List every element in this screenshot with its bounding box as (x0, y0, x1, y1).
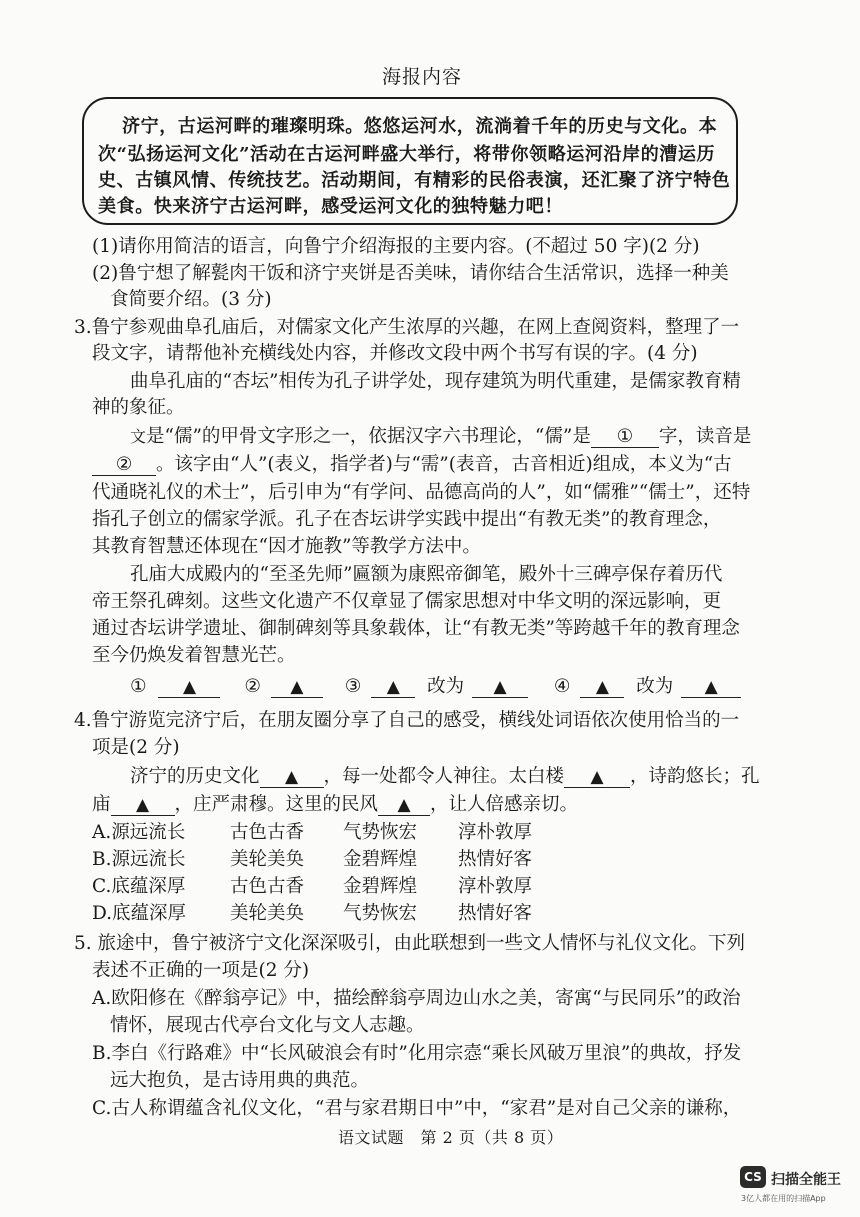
poster-heading: 海报内容 (382, 66, 463, 88)
answer-blank-2[interactable]: ▲ (271, 678, 323, 698)
q5-option-a[interactable]: A.欧阳修在《醉翁亭记》中，描绘醉翁亭周边山水之美，寄寓“与民同乐”的政治 (92, 988, 741, 1009)
question-5-stem-cont: 表述不正确的一项是(2 分) (92, 960, 310, 981)
q3-paragraph-1: 曲阜孔庙的“杏坛”相传为孔子讲学处，现存建筑为明代重建，是儒家教育精 (130, 371, 741, 392)
q3-paragraph-2-line: 其教育智慧还体现在“因才施教”等教学方法中。 (92, 536, 481, 557)
question-3-stem-cont: 段文字，请帮他补充横线处内容，并修改文段中两个书写有误的字。(4 分) (92, 343, 698, 364)
poster-line: 美食。快来济宁古运河畔，感受运河文化的独特魅力吧！ (98, 196, 563, 217)
page-footer: 语文试题 第 2 页（共 8 页） (338, 1128, 564, 1147)
q5-option-a-cont: 情怀，展现古代亭台文化与文人志趣。 (110, 1015, 425, 1036)
answer-blank-4[interactable]: ▲ (580, 678, 624, 698)
q3-paragraph-1: 神的象征。 (92, 397, 185, 418)
q3-paragraph-2-line: ② 。该字由“人”(表义，指学者)与“需”(表音，古音相近)组成，本义为“古 (92, 450, 732, 476)
blank-2[interactable]: ② (92, 455, 156, 476)
poster-line: 史、古镇风情、传统技艺。活动期间，有精彩的民俗表演，还汇聚了济宁特色 (98, 170, 731, 191)
q4-blank-3[interactable]: ▲ (111, 796, 175, 816)
q5-option-b-cont: 远大抱负，是古诗用典的典范。 (110, 1070, 370, 1091)
camscanner-logo-icon: CS (740, 1166, 766, 1188)
q4-blank-1[interactable]: ▲ (260, 768, 324, 788)
scanner-brand-name: 扫描全能王 (771, 1172, 841, 1188)
q4-blank-2[interactable]: ▲ (564, 768, 630, 788)
poster-line: 次“弘扬运河文化”活动在古运河畔盛大举行，将带你领略运河沿岸的漕运历 (98, 144, 716, 165)
subquestion-2-cont: 食简要介绍。(3 分) (110, 289, 272, 310)
q5-option-b[interactable]: B.李白《行路难》中“长风破浪会有时”化用宗悫“乘长风破万里浪”的典故，抒发 (92, 1043, 742, 1064)
question-4-stem: 4.鲁宁游览完济宁后，在朋友圈分享了自己的感受，横线处词语依次使用恰当的一 (74, 710, 740, 731)
q4-passage-line: 济宁的历史文化 ▲ ，每一处都令人神往。太白楼 ▲ ，诗韵悠长；孔 (130, 766, 760, 787)
q4-blank-4[interactable]: ▲ (378, 796, 430, 816)
subquestion-1: (1)请你用简洁的语言，向鲁宁介绍海报的主要内容。(不超过 50 字)(2 分) (92, 236, 700, 257)
q4-passage-line: 庙 ▲ ，庄严肃穆。这里的民风 ▲ ，让人倍感亲切。 (92, 794, 579, 815)
answer-blank-1[interactable]: ▲ (158, 678, 220, 698)
q3-paragraph-3-line: 至今仍焕发着智慧光芒。 (92, 645, 296, 666)
q5-option-c[interactable]: C.古人称谓蕴含礼仪文化，“君与家君期日中”中，“家君”是对自己父亲的谦称， (92, 1098, 742, 1119)
q3-answer-row: ① ▲ ② ▲ ③ ▲ 改为 ▲ ④ ▲ 改为 ▲ (130, 672, 741, 698)
q3-paragraph-2-line: ⽂是“儒”的甲骨文字形之一，依据汉字六书理论，“儒”是 ① 字，读音是 (130, 426, 752, 447)
question-5-stem: 5. 旅途中，鲁宁被济宁文化深深吸引，由此联想到一些文人情怀与礼仪文化。下列 (74, 933, 746, 954)
q3-paragraph-3-line: 帝王祭孔碑刻。这些文化遗产不仅章显了儒家思想对中华文明的深远影响，更 (92, 591, 722, 612)
question-4-stem-cont: 项是(2 分) (92, 737, 180, 758)
answer-blank-3[interactable]: ▲ (371, 678, 415, 698)
oracle-glyph-icon: ⽂ (130, 427, 147, 446)
q3-paragraph-2-line: 指孔子创立的儒家学派。孔子在杏坛讲学实践中提出“有教无类”的教育理念， (92, 509, 722, 530)
subquestion-2: (2)鲁宁想了解甏肉干饭和济宁夹饼是否美味，请你结合生活常识，选择一种美 (92, 263, 729, 284)
poster-line: 济宁，古运河畔的璀璨明珠。悠悠运河水，流淌着千年的历史与文化。本 (122, 116, 718, 137)
q3-paragraph-3-line: 通过杏坛讲学遗址、御制碑刻等具象载体，让“有教无类”等跨越千年的教育理念 (92, 618, 740, 639)
q3-paragraph-3-line: 孔庙大成殿内的“至圣先师”匾额为康熙帝御笔，殿外十三碑亭保存着历代 (130, 564, 723, 585)
answer-blank-3-fix[interactable]: ▲ (472, 678, 528, 698)
question-3-stem: 3.鲁宁参观曲阜孔庙后，对儒家文化产生浓厚的兴趣，在网上查阅资料，整理了一 (74, 317, 740, 338)
scanner-tagline: 3亿人都在用的扫描App (741, 1194, 826, 1203)
answer-blank-4-fix[interactable]: ▲ (681, 678, 741, 698)
q3-paragraph-2-line: 代通晓礼仪的术士”，后引申为“有学问、品德高尚的人”，如“儒雅”“儒士”，还特 (92, 482, 751, 503)
blank-1[interactable]: ① (591, 427, 659, 448)
